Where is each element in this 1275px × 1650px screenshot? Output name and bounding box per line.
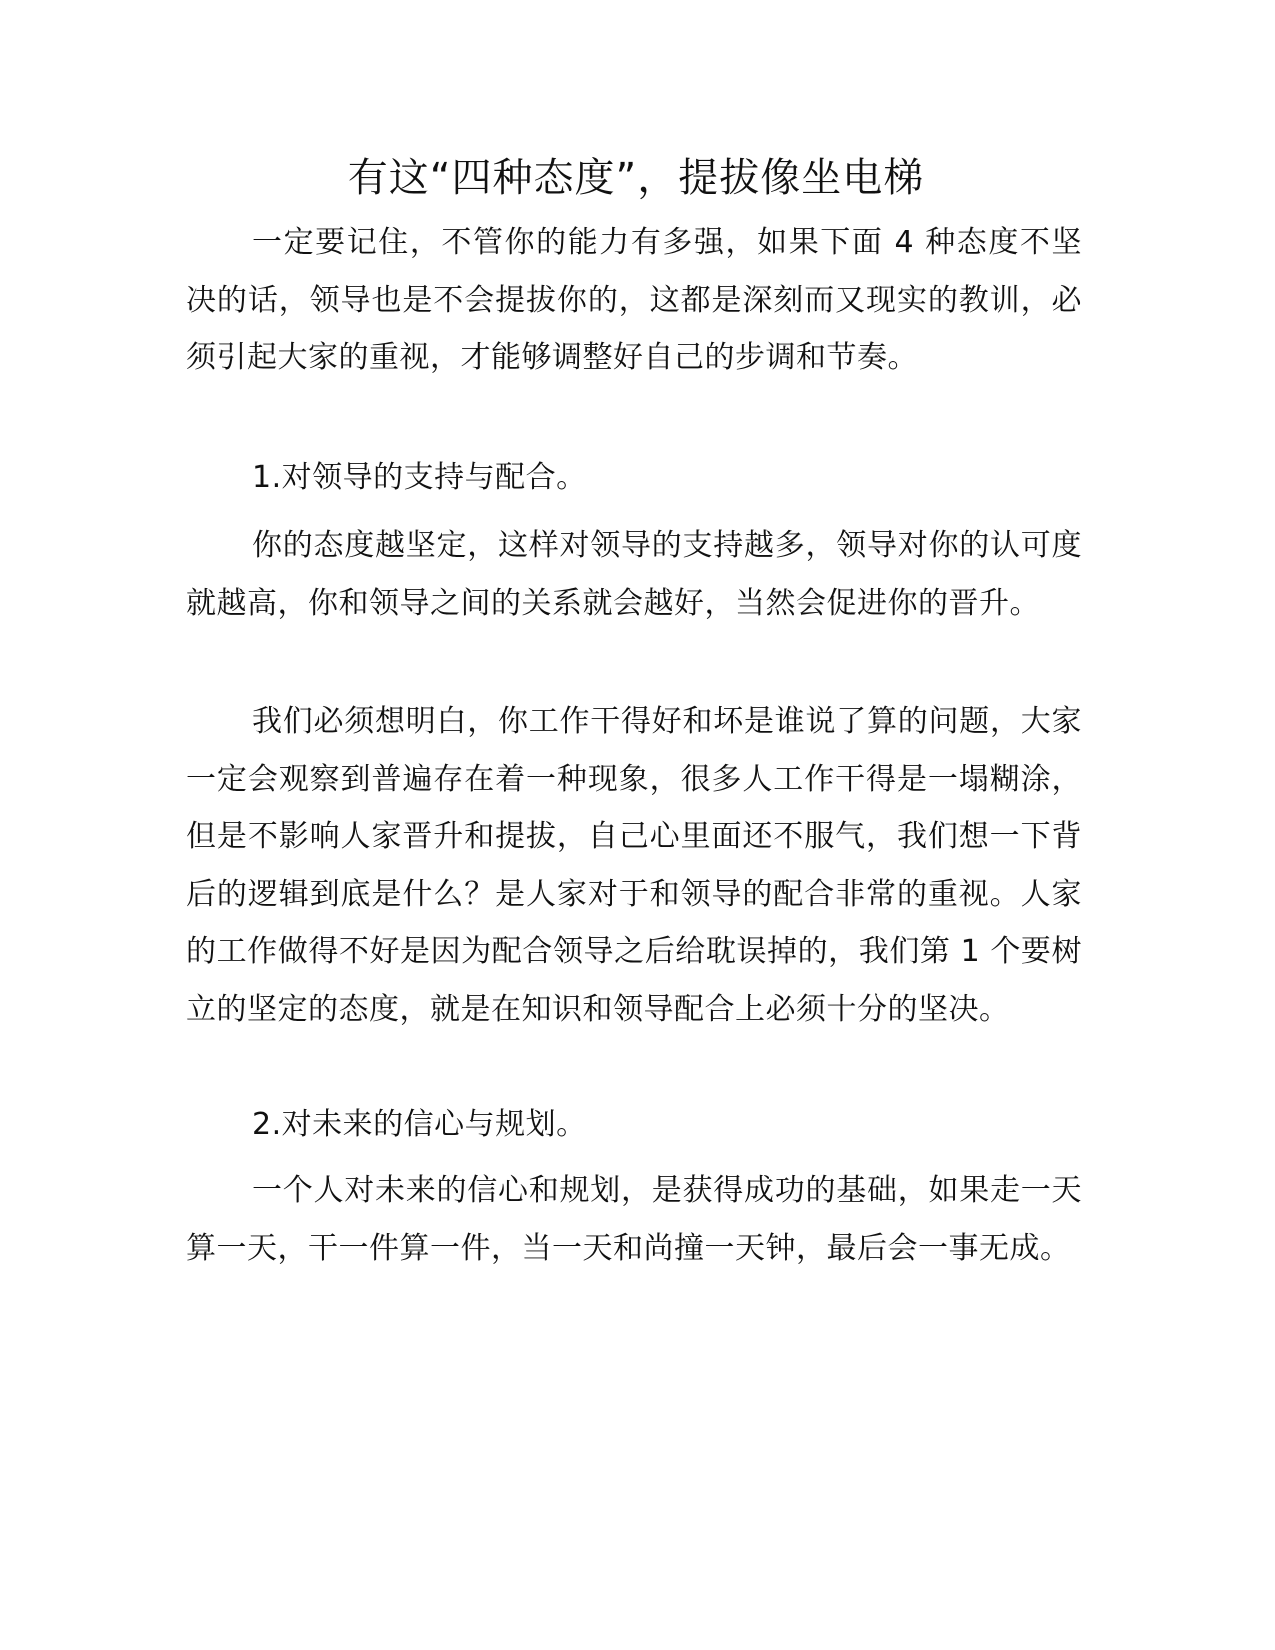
section-1-paragraph-2: 我们必须想明白，你工作干得好和坏是谁说了算的问题，大家一定会观察到普遍存在着一种现象，很多人工作干得是一塌糊涂，但是不影响人家晋升和提拔，自己心里面还不服气，我们想一下背后的逻辑到底是什么？是人家对于和领导的配合非常的重视。人家的工作做得不好是因为配合领导之后给耽误掉的，我们第 1 个要树立的坚定的态度，就是在知识和领导配合上必须十分的坚决。 bbox=[186, 704, 1082, 1027]
section-2-paragraph-1: 一个人对未来的信心和规划，是获得成功的基础，如果走一天算一天，干一件算一件，当一天和尚撞一天钟，最后会一事无成。 bbox=[186, 1173, 1082, 1266]
intro-paragraph: 一定要记住，不管你的能力有多强，如果下面 4 种态度不坚决的话，领导也是不会提拔你的，这都是深刻而又现实的教训，必须引起大家的重视，才能够调整好自己的步调和节奏。 bbox=[186, 225, 1082, 375]
section-heading-1: 1.对领导的支持与配合。 bbox=[252, 460, 587, 495]
document-title: 有这“四种态度”，提拔像坐电梯 bbox=[347, 155, 925, 201]
section-1-paragraph-1: 你的态度越坚定，这样对领导的支持越多，领导对你的认可度就越高，你和领导之间的关系就会越好，当然会促进你的晋升。 bbox=[186, 528, 1082, 621]
section-heading-2: 2.对未来的信心与规划。 bbox=[252, 1107, 587, 1142]
